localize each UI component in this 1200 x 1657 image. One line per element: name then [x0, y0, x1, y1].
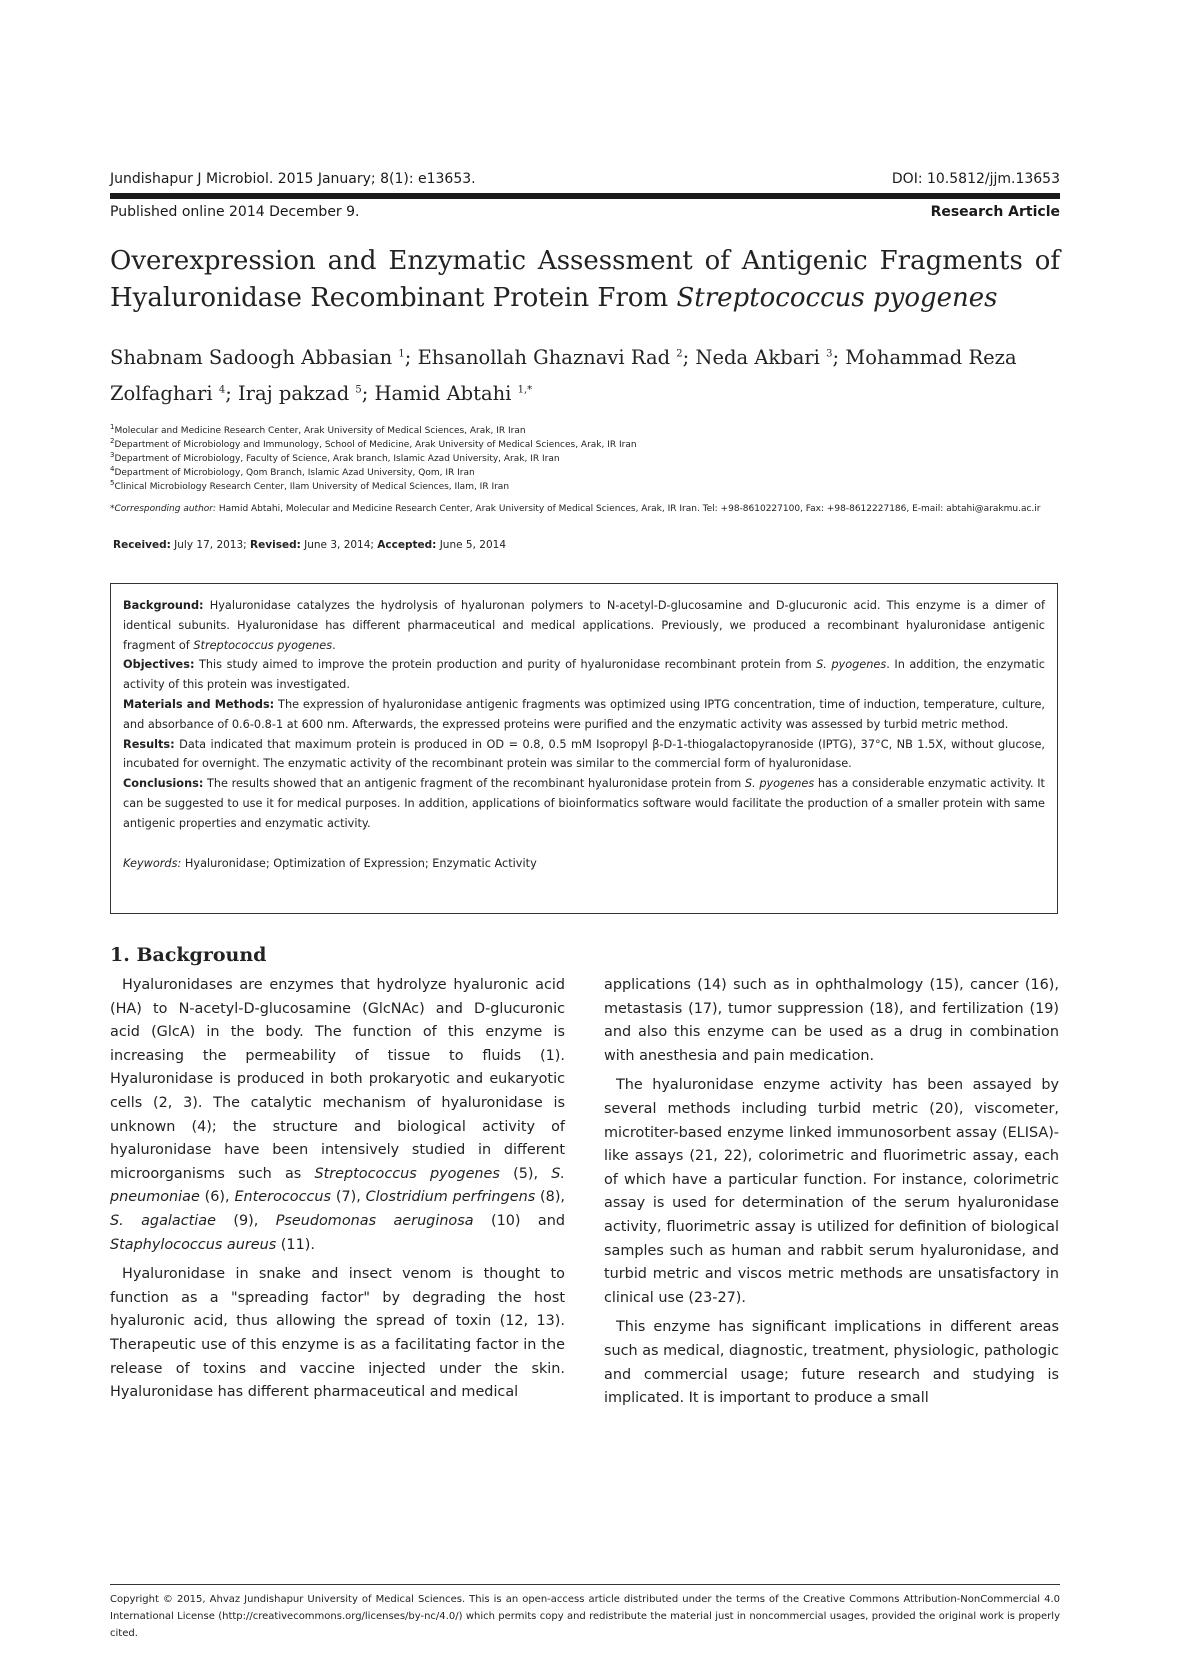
- body-column-left: [110, 974, 565, 1411]
- abstract-label: Results:: [123, 737, 175, 751]
- affiliation-num: 2: [110, 437, 115, 445]
- affiliation-text: Molecular and Medicine Research Center, Arak University of Medical Sciences, Arak, IR Iran: [114, 426, 526, 436]
- affiliation-item: [110, 480, 1060, 494]
- author-sup: 1,*: [517, 384, 533, 396]
- abstract-results: [123, 735, 1045, 775]
- body-text: (11).: [276, 1236, 315, 1253]
- title-species: Streptococcus pyogenes: [676, 283, 998, 313]
- abstract-text: . In addition, the enzymatic activity of this protein was investigated.: [123, 658, 1045, 692]
- abstract-text: The results showed that an antigenic fragment of the recombinant hyaluronidase protein from: [203, 777, 745, 791]
- body-text: (10) and: [473, 1212, 565, 1229]
- publication-line: [110, 204, 1060, 226]
- revised-label: Revised:: [250, 539, 301, 551]
- body-text: (5),: [499, 1165, 552, 1182]
- received-label: Received:: [113, 539, 171, 551]
- author-name: Iraj pakzad: [237, 382, 350, 405]
- author-sup: 3: [826, 348, 833, 360]
- affiliation-num: 1: [110, 423, 115, 431]
- abstract-text: has a considerable enzymatic activity. It can be suggested to use it for medical purposes. In addition, applications of bioinformatics software would facilitate the production of a smaller protein with same antigenic properties and enzymatic activity.: [123, 777, 1045, 830]
- body-text: Hyaluronidases are enzymes that hydrolyze hyaluronic acid (HA) to N-acetyl-D-glucosamine (GlcNAc) and D-glucuronic acid (GlcA) in the body. The function of this enzyme is increasing the permeability of tissue to fluids (1). Hyaluronidase is produced in both prokaryotic and eukaryotic cells (2, 3). The catalytic mechanism of hyaluronidase is unknown (4); the structure and biological activity of hyaluronidase have been intensively studied in different microorganisms such as: [110, 977, 565, 1182]
- corresponding-text: Hamid Abtahi, Molecular and Medicine Research Center, Arak University of Medical Sciences, Arak, IR Iran. Tel: +98-8610227100, Fax: +98-8612227186, E-mail: abtahi@arakmu.ac.ir: [216, 504, 1041, 514]
- body-text: (9),: [215, 1212, 276, 1229]
- author-sep: ;: [404, 346, 418, 369]
- affiliation-item: [110, 438, 1060, 452]
- author-sep: ;: [225, 382, 238, 405]
- abstract-text: .: [332, 638, 336, 652]
- revised-date: June 3, 2014;: [300, 539, 378, 551]
- corresponding-author: [110, 502, 1060, 516]
- section-heading: 1. Background: [110, 944, 267, 966]
- author-list: [110, 340, 1060, 412]
- corresponding-label: *Corresponding author:: [110, 504, 217, 514]
- doi-text: DOI: 10.5812/jjm.13653: [891, 171, 1060, 187]
- copyright-notice: Copyright © 2015, Ahvaz Jundishapur University of Medical Sciences. This is an open-access article distributed under the terms of the Creative Commons Attribution-NonCommercial 4.0 International License (http://creativecommons.org/licenses/by-nc/4.0/) which permits copy and redistribute the material just in noncommercial usages, provided the original work is properly cited.: [110, 1594, 1060, 1639]
- abstract-background: [123, 596, 1045, 655]
- body-paragraph: Hyaluronidase in snake and insect venom is thought to function as a "spreading factor" by degrading the host hyaluronic acid, thus allowing the spread of toxin (12, 13). Therapeutic use of this enzyme is as a facilitating factor in the release of toxins and vaccine injected under the skin. Hyaluronidase has different pharmaceutical and medical: [110, 1266, 565, 1401]
- author-sup: 4: [218, 384, 226, 396]
- journal-header: [110, 171, 1060, 193]
- body-paragraph: This enzyme has significant implications in different areas such as medical, diagnostic, treatment, physiologic, pathologic and commercial usage; future research and studying is implicated. It is important to produce a small: [604, 1319, 1059, 1407]
- journal-citation: Jundishapur J Microbiol. 2015 January; 8(1): e13653.: [110, 171, 476, 187]
- body-column-right: [604, 974, 1059, 1417]
- species-name: Clostridium perfringens: [365, 1189, 536, 1206]
- accepted-label: Accepted:: [377, 539, 437, 551]
- abstract-box: [110, 583, 1058, 914]
- abstract-label: Background:: [123, 599, 204, 612]
- keywords-text: Hyaluronidase; Optimization of Expression; Enzymatic Activity: [181, 856, 537, 870]
- affiliation-num: 4: [110, 465, 115, 473]
- abstract-label: Conclusions:: [123, 777, 204, 791]
- species-name: Pseudomonas aeruginosa: [275, 1212, 474, 1229]
- footer-rule: [110, 1584, 1060, 1585]
- body-paragraph: [110, 974, 565, 1257]
- affiliation-text: Department of Microbiology and Immunology, School of Medicine, Arak University of Medical Sciences, Arak, IR Iran: [114, 440, 637, 450]
- abstract-objectives: [123, 655, 1045, 695]
- published-date: Published online 2014 December 9.: [110, 204, 360, 220]
- species-name: Streptococcus pyogenes: [193, 638, 333, 652]
- species-name: S. agalactiae: [110, 1212, 216, 1229]
- affiliation-num: 3: [110, 451, 115, 459]
- abstract: [123, 596, 1045, 873]
- abstract-text: Hyaluronidase catalyzes the hydrolysis of hyaluronan polymers to N-acetyl-D-glucosamine and D-glucuronic acid. This enzyme is a dimer of identical subunits. Hyaluronidase has different pharmaceutical and medical applications. Previously, we produced a recombinant hyaluronidase antigenic fragment of: [123, 599, 1045, 652]
- abstract-text: This study aimed to improve the protein production and purity of hyaluronidase recombinant protein from: [194, 658, 817, 672]
- header-rule: [110, 193, 1060, 199]
- species-name: Enterococcus: [234, 1189, 332, 1206]
- body-text: (8),: [535, 1189, 566, 1206]
- affiliation-num: 5: [110, 479, 115, 487]
- received-date: July 17, 2013;: [170, 539, 251, 551]
- author-sup: 5: [355, 384, 362, 396]
- author-sep: ;: [832, 346, 846, 369]
- article-type: Research Article: [930, 204, 1060, 220]
- affiliation-text: Department of Microbiology, Faculty of Science, Arak branch, Islamic Azad University, Arak, IR Iran: [114, 454, 560, 464]
- species-name: S. pyogenes: [816, 658, 887, 672]
- abstract-conclusions: [123, 774, 1045, 833]
- species-name: S. pyogenes: [744, 777, 815, 791]
- author-name: Mohammad Reza Zolfaghari: [110, 346, 1017, 405]
- body-paragraph: applications (14) such as in ophthalmology (15), cancer (16), metastasis (17), tumor suppression (18), and fertilization (19) and also this enzyme can be used as a drug in combination with anesthesia and pain medication.: [604, 977, 1059, 1064]
- abstract-text: The expression of hyaluronidase antigenic fragments was optimized using IPTG concentration, time of induction, temperature, culture, and absorbance of 0.6-0.8-1 at 600 nm. Afterwards, the expressed proteins were purified and the enzymatic activity was assessed by turbid metric method.: [123, 697, 1045, 731]
- accepted-date: June 5, 2014: [436, 539, 506, 551]
- abstract-label: Objectives:: [123, 658, 195, 672]
- species-name: Streptococcus pyogenes: [314, 1165, 500, 1182]
- body-text: (7),: [331, 1189, 366, 1206]
- affiliation-list: [110, 424, 1060, 494]
- author-name: Neda Akbari: [695, 346, 820, 369]
- affiliation-item: [110, 424, 1060, 438]
- abstract-label: Materials and Methods:: [123, 697, 275, 711]
- author-sep: ;: [682, 346, 696, 369]
- author-name: Ehsanollah Ghaznavi Rad: [417, 346, 671, 369]
- body-paragraph: The hyaluronidase enzyme activity has been assayed by several methods including turbid metric (20), viscometer, microtiter-based enzyme linked immunosorbent assay (ELISA)-like assays (21, 22), colorimetric and fluorimetric assay, each of which have a particular function. For instance, colorimetric assay is used for determination of the serum hyaluronidase activity, fluorimetric assay is utilized for definition of biological samples such as human and rabbit serum hyaluronidase, and turbid metric and viscos metric methods are unsatisfactory in clinical use (23-27).: [604, 1077, 1059, 1306]
- abstract-methods: [123, 695, 1045, 735]
- affiliation-text: Clinical Microbiology Research Center, Ilam University of Medical Sciences, Ilam, IR Iran: [114, 482, 510, 492]
- abstract-keywords: [123, 854, 1045, 874]
- author-sep: ;: [361, 382, 375, 405]
- article-title: [110, 243, 1060, 317]
- abstract-text: Data indicated that maximum protein is produced in OD = 0.8, 0.5 mM Isopropyl β-D-1-thiogalactopyranoside (IPTG), 37°C, NB 1.5X, without glucose, incubated for overnight. The enzymatic activity of the recombinant protein was similar to the commercial form of hyaluronidase.: [123, 737, 1045, 771]
- affiliation-item: [110, 466, 1060, 480]
- body-text: (6),: [199, 1189, 235, 1206]
- affiliation-text: Department of Microbiology, Qom Branch, Islamic Azad University, Qom, IR Iran: [114, 468, 475, 478]
- title-main: Overexpression and Enzymatic Assessment of Antigenic Fragments of Hyaluronidase Recombinant Protein From: [110, 246, 1060, 313]
- author-name: Shabnam Sadoogh Abbasian: [110, 346, 393, 369]
- author-name: Hamid Abtahi: [374, 382, 512, 405]
- species-name: S. pneumoniae: [110, 1165, 566, 1206]
- author-sup: 2: [676, 348, 683, 360]
- author-sup: 1: [398, 348, 405, 360]
- species-name: Staphylococcus aureus: [110, 1236, 277, 1253]
- affiliation-item: [110, 452, 1060, 466]
- keywords-label: Keywords:: [123, 856, 182, 870]
- article-dates: [113, 539, 813, 551]
